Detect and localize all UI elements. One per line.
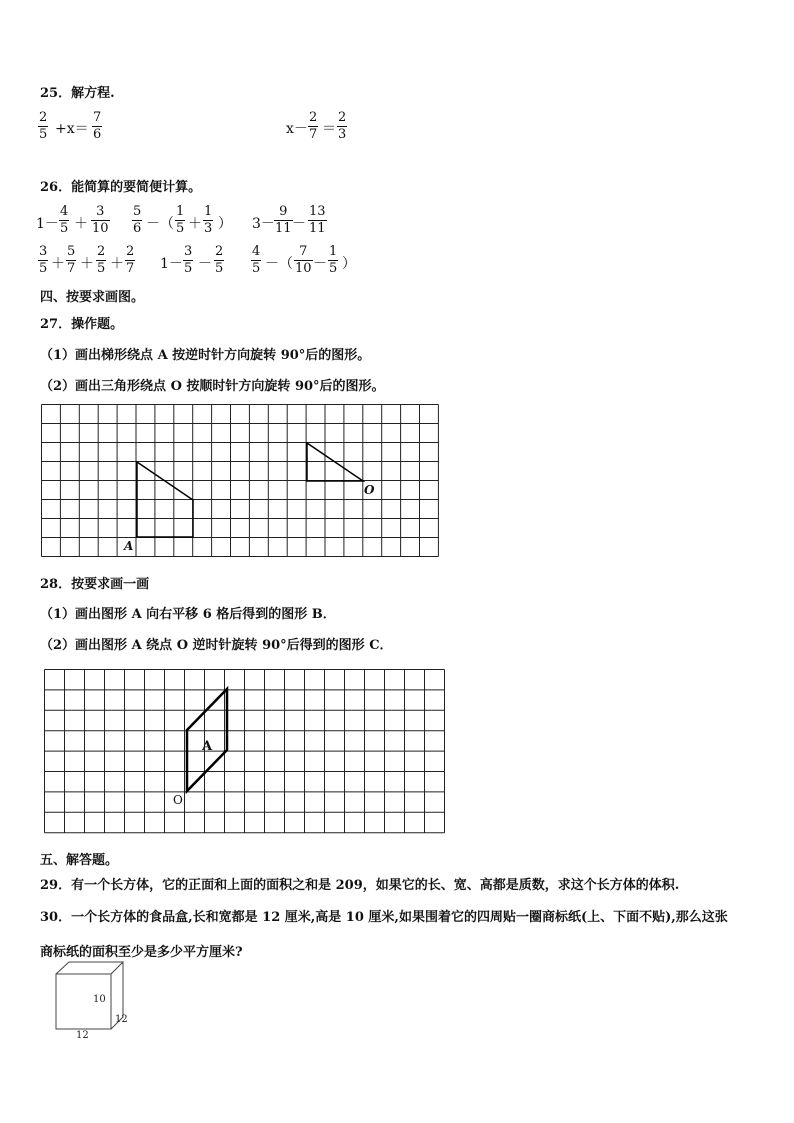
point-a-label: A	[124, 539, 134, 553]
fraction: $\frac{2}{7}$	[309, 110, 318, 142]
q28-grid	[44, 669, 446, 835]
height-label: 10	[93, 994, 106, 1005]
grid-lines	[42, 405, 439, 557]
q26-title: 26．能简算的要简便计算。	[40, 180, 202, 195]
fraction: $\frac{7}{6}$	[93, 110, 102, 142]
q27-grid	[41, 404, 441, 559]
fraction: $\frac{2}{3}$	[338, 110, 347, 142]
width-label: 12	[115, 1014, 128, 1025]
grid-lines	[45, 670, 445, 833]
q27-title: 27．操作题。	[40, 317, 124, 332]
point-o-label: O	[364, 483, 375, 497]
q27-item-2: （2）画出三角形绕点 O 按顺时针方向旋转 90°后的图形。	[40, 379, 385, 394]
q30-text-line-2: 商标纸的面积至少是多少平方厘米?	[40, 945, 243, 960]
fraction: $\frac{2}{5}$	[39, 110, 48, 142]
q30-text-line-1: 30．一个长方体的食品盒,长和宽都是 12 厘米,高是 10 厘米,如果围着它的四周贴一圈商标纸(上、下面不贴),那么这张	[40, 910, 728, 925]
q28-item-1: （1）画出图形 A 向右平移 6 格后得到的图形 B．	[40, 607, 336, 622]
q25-title: 25．解方程.	[40, 86, 115, 101]
q29-text: 29．有一个长方体，它的正面和上面的面积之和是 209，如果它的长、宽、高都是质数，求这个长方体的体积.	[40, 878, 680, 893]
length-label: 12	[76, 1030, 89, 1038]
section-heading-4: 四、按要求画图。	[40, 290, 145, 305]
q28-item-2: （2）画出图形 A 绕点 O 逆时针旋转 90°后得到的图形 C．	[40, 638, 393, 653]
q28-title: 28．按要求画一画	[40, 577, 150, 592]
box-diagram	[52, 960, 134, 1038]
shape-a-label: A	[202, 739, 213, 754]
q27-item-1: （1）画出梯形绕点 A 按逆时针方向旋转 90°后的图形。	[40, 348, 371, 363]
section-heading-5: 五、解答题。	[40, 853, 119, 868]
point-o-label: O	[173, 793, 183, 807]
